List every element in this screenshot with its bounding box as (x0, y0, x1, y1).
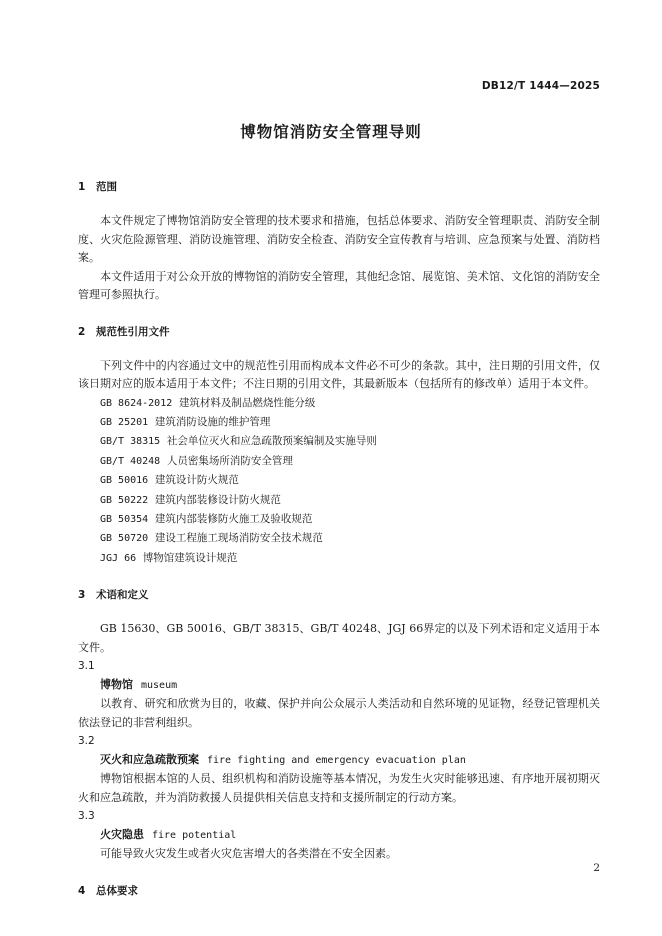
reference-code: JGJ 66 (100, 552, 137, 564)
reference-item (100, 549, 600, 568)
section-heading-general-requirements (78, 882, 600, 900)
document-body (78, 178, 600, 900)
section-heading-terms-definitions (78, 586, 600, 604)
page-number: 2 (593, 862, 600, 874)
section-title: 总体要求 (96, 884, 138, 897)
reference-code: GB 25201 (100, 416, 149, 428)
term-entry (78, 750, 600, 770)
term-english: museum (141, 680, 178, 692)
reference-name: 建筑内部装修防火施工及验收规范 (154, 512, 313, 525)
reference-code: GB 50720 (100, 533, 149, 545)
document-title: 博物馆消防安全管理导则 (240, 123, 422, 141)
term-english: fire potential (152, 830, 237, 842)
reference-item (100, 491, 600, 510)
reference-item (100, 510, 600, 529)
term-english: fire fighting and emergency evacuation plan (207, 755, 466, 767)
reference-name: 建筑设计防火规范 (154, 474, 239, 487)
reference-item (100, 452, 600, 471)
term-number: 3.1 (78, 660, 95, 673)
term-definition: 以教育、研究和欣赏为目的，收藏、保护并向公众展示人类活动和自然环境的见证物，经登记管理机关依法登记的非营利组织。 (78, 697, 600, 729)
section-heading-normative-references (78, 323, 600, 341)
reference-code: GB 50354 (100, 513, 149, 525)
reference-item (100, 529, 600, 548)
reference-item (100, 413, 600, 432)
section-number: 3 (78, 589, 86, 602)
scope-paragraph: 本文件适用于对公众开放的博物馆的消防安全管理，其他纪念馆、展览馆、美术馆、文化馆的消防安全管理可参照执行。 (78, 269, 600, 301)
reference-name: 建筑内部装修设计防火规范 (154, 493, 281, 506)
reference-item (100, 432, 600, 451)
section-title: 术语和定义 (96, 589, 149, 602)
reference-name: 建筑材料及制品燃烧性能分级 (178, 396, 316, 409)
reference-list (78, 394, 600, 569)
term-chinese: 灭火和应急疏散预案 (100, 753, 199, 767)
section-number: 2 (78, 325, 86, 338)
term-definition: 博物馆根据本馆的人员、组织机构和消防设施等基本情况，为发生火灾时能够迅速、有序地开展初期灭火和应急疏散，并为消防救援人员提供相关信息支持和支援所制定的行动方案。 (78, 772, 600, 804)
reference-name: 社会单位灭火和应急疏散预案编制及实施导则 (166, 435, 377, 448)
section-number: 1 (78, 181, 86, 193)
reference-name: 博物馆建筑设计规范 (142, 551, 238, 564)
reference-item (100, 471, 600, 490)
scope-paragraph: 本文件规定了博物馆消防安全管理的技术要求和措施，包括总体要求、消防安全管理职责、消防安全制度、火灾危险源管理、消防设施管理、消防安全检查、消防安全宣传教育与培训、应急预案与处置、消防档案。 (78, 214, 600, 264)
section-title: 范围 (96, 181, 117, 193)
section-number: 4 (78, 884, 86, 897)
term-number: 3.2 (78, 735, 95, 748)
term-chinese: 博物馆 (100, 678, 133, 692)
term-chinese: 火灾隐患 (100, 828, 144, 842)
section-heading-scope (78, 178, 600, 196)
terms-intro: GB 15630、GB 50016、GB/T 38315、GB/T 40248、JGJ 66界定的以及下列术语和定义适用于本文件。 (78, 622, 600, 654)
references-intro: 下列文件中的内容通过文中的规范性引用而构成本文件必不可少的条款。其中，注日期的引用文件，仅该日期对应的版本适用于本文件；不注日期的引用文件，其最新版本（包括所有的修改单）适用于本文件。 (78, 358, 600, 390)
reference-name: 人员密集场所消防安全管理 (166, 454, 293, 467)
term-entry (78, 825, 600, 845)
reference-code: GB 50016 (100, 475, 149, 487)
term-number: 3.3 (78, 810, 95, 823)
document-id: DB12/T 1444—2025 (481, 80, 600, 92)
reference-name: 建筑消防设施的维护管理 (154, 415, 271, 428)
reference-code: GB 8624-2012 (100, 397, 173, 409)
term-entry (78, 675, 600, 695)
reference-item (100, 394, 600, 413)
section-title: 规范性引用文件 (96, 325, 170, 338)
reference-code: GB/T 38315 (100, 436, 161, 448)
reference-name: 建设工程施工现场消防安全技术规范 (154, 532, 323, 545)
term-definition: 可能导致火灾发生或者火灾危害增大的各类潜在不安全因素。 (100, 847, 397, 861)
reference-code: GB/T 40248 (100, 455, 161, 467)
reference-code: GB 50222 (100, 494, 149, 506)
